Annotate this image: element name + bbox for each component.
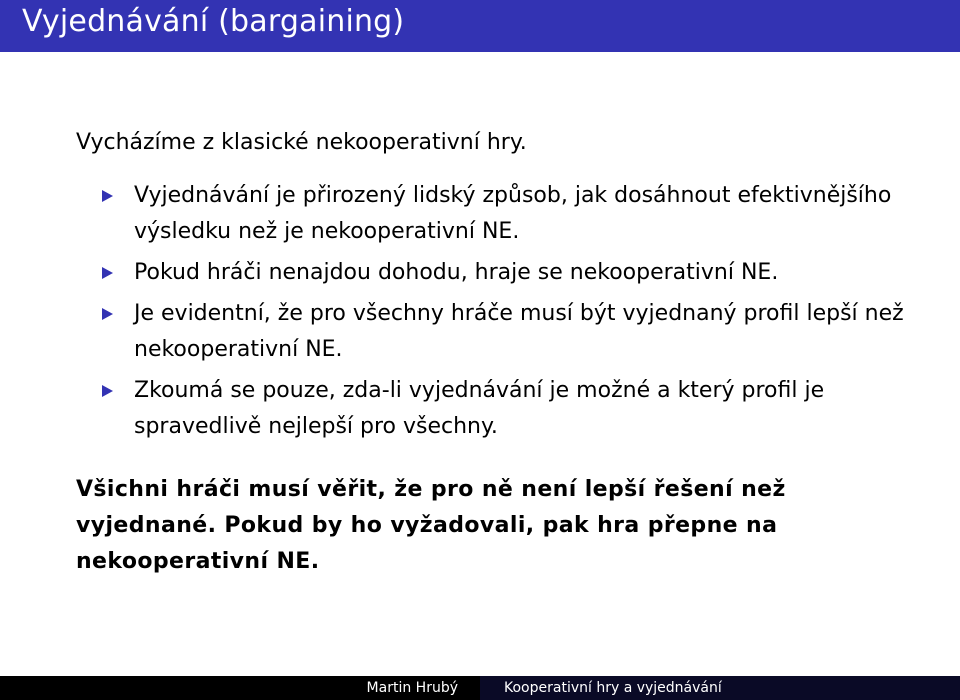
bullet-item-1	[76, 178, 906, 250]
bullet-item-3	[76, 296, 906, 368]
footer-title-panel	[480, 676, 960, 700]
footer-author: Martin Hrubý	[366, 680, 458, 696]
intro-text: Vycházíme z klasické nekooperativní hry.	[76, 130, 527, 155]
triangle-bullet-icon	[102, 385, 113, 397]
bullet-list	[76, 178, 906, 450]
slide-title: Vyjednávání (bargaining)	[22, 4, 405, 39]
bullet-text: Pokud hráči nenajdou dohodu, hraje se nekooperativní NE.	[134, 260, 779, 285]
footer-bar	[0, 676, 960, 700]
footer-talk-title: Kooperativní hry a vyjednávání	[504, 680, 722, 696]
triangle-bullet-icon	[102, 267, 113, 279]
slide-title-bar	[0, 0, 960, 52]
footer-author-panel	[0, 676, 480, 700]
bullet-text: Zkoumá se pouze, zda-li vyjednávání je možné a který profil je spravedlivě nejlepší pro všechny.	[134, 378, 825, 439]
triangle-bullet-icon	[102, 190, 113, 202]
bullet-item-2	[76, 255, 906, 291]
bullet-item-4	[76, 373, 906, 445]
triangle-bullet-icon	[102, 308, 113, 320]
bullet-text: Je evidentní, že pro všechny hráče musí být vyjednaný profil lepší než nekooperativní NE.	[134, 301, 904, 362]
bullet-text: Vyjednávání je přirozený lidský způsob, jak dosáhnout efektivnějšího výsledku než je nekooperativní NE.	[134, 183, 892, 244]
conclusion-text: Všichni hráči musí věřit, že pro ně není lepší řešení než vyjednané. Pokud by ho vyžadovali, pak hra přepne na nekooperativní NE.	[76, 477, 786, 574]
